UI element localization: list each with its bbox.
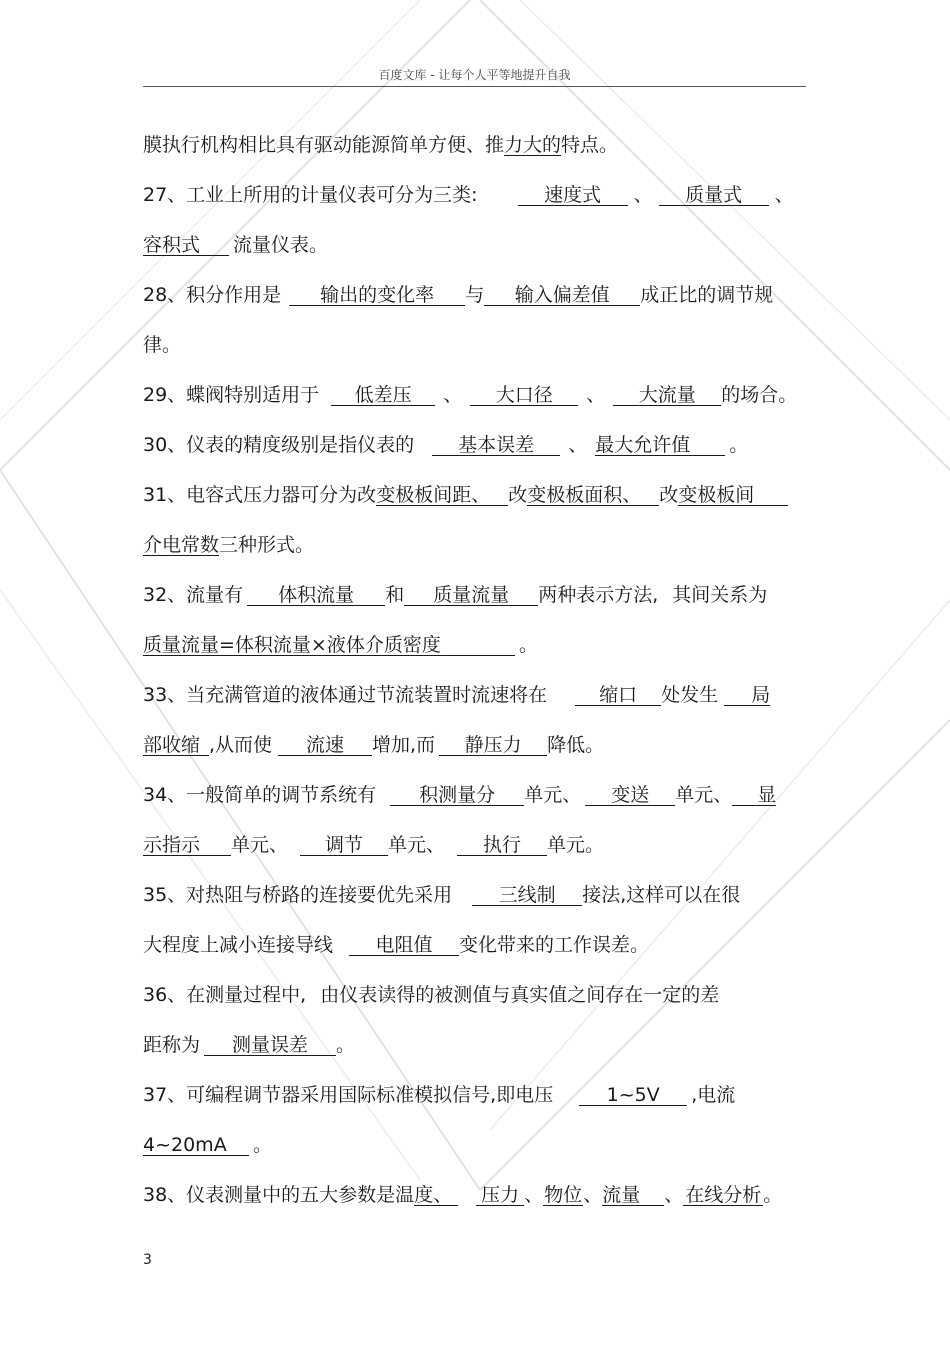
blank-answer: 静压力 (439, 736, 547, 756)
text-line: 示指示 单元、 调节 单元、 执行 单元。 (143, 834, 605, 856)
blank-answer: 变送 (585, 786, 675, 806)
question-29: 29、蝶阀特别适用于 低差压 、 大口径 、 大流量 的场合。 (143, 384, 798, 406)
blank-answer: 局 (724, 686, 770, 706)
blank-answer: 执行 (457, 836, 547, 856)
blank-answer: 显 (732, 786, 776, 806)
question-37: 37、可编程调节器采用国际标准模拟信号,即电压 1~5V ,电流 (143, 1084, 736, 1106)
blank-answer: 缩口 (575, 686, 661, 706)
blank-answer: 力大的 (504, 134, 562, 156)
blank-answer: 低差压 (331, 386, 435, 406)
question-33: 33、当充满管道的液体通过节流装置时流速将在 缩口 处发生 局 (143, 684, 771, 706)
text-line: 介电常数三种形式。 (143, 534, 315, 556)
blank-answer: 速度式 (518, 186, 628, 206)
blank-answer: 在线分析 (685, 1184, 762, 1206)
blank-answer: 基本误差 (432, 436, 560, 456)
blank-answer: 电阻值 (349, 936, 459, 956)
text-line: 质量流量=体积流量×液体介质密度 。 (143, 634, 539, 656)
blank-answer: 压力 (476, 1186, 524, 1206)
blank-answer: 积测量分 (390, 786, 524, 806)
text-line: 距称为 测量误差 。 (143, 1034, 356, 1056)
question-35: 35、对热阻与桥路的连接要优先采用 三线制 接法,这样可以在很 (143, 884, 741, 906)
blank-answer: 4~20mA (143, 1136, 249, 1156)
blank-answer: 最大允许值 (595, 436, 725, 456)
question-30: 30、仪表的精度级别是指仪表的 基本误差 、 最大允许值 。 (143, 434, 749, 456)
blank-answer: 流速 (278, 736, 372, 756)
blank-answer: 大口径 (470, 386, 578, 406)
text-line: 大程度上减小连接导线 电阻值 变化带来的工作误差。 (143, 934, 650, 956)
text-line: 律。 (143, 334, 182, 356)
question-34: 34、一般简单的调节系统有 积测量分 单元、 变送 单元、 显 (143, 784, 777, 806)
text-line: 容积式 流量仪表。 (143, 234, 329, 256)
text-line: 4~20mA 。 (143, 1134, 273, 1156)
blank-answer: 容积式 (143, 236, 229, 256)
text-line: 膜执行机构相比具有驱动能源简单方便、推力大的特点。 (143, 134, 619, 156)
blank-answer: 变极板间 (678, 486, 788, 506)
question-31: 31、电容式压力器可分为改变极板间距、 改变极板面积、 改变极板间 (143, 470, 806, 520)
page-header: 百度文库 - 让每个人平等地提升自我 (378, 68, 571, 82)
blank-answer: 物位 (544, 1184, 583, 1206)
blank-answer: 体积流量 (247, 586, 385, 606)
blank-answer: 大流量 (613, 386, 721, 406)
question-28: 28、积分作用是 输出的变化率 与 输入偏差值 成正比的调节规 (143, 284, 774, 306)
header-divider (143, 86, 806, 87)
blank-answer: 质量流量=体积流量×液体介质密度 (143, 636, 515, 656)
question-27: 27、工业上所用的计量仪表可分为三类: 速度式 、 质量式 、 (143, 184, 794, 206)
blank-answer: 三线制 (472, 886, 582, 906)
question-32: 32、流量有 体积流量 和 质量流量 两种表示方法, 其间关系为 (143, 584, 768, 606)
page-number: 3 (143, 1252, 152, 1268)
blank-answer: 质量流量 (404, 586, 538, 606)
blank-answer: 示指示 (143, 836, 231, 856)
blank-answer: 变极板面积、 (527, 486, 659, 506)
blank-answer: 输出的变化率 (289, 286, 465, 306)
blank-answer: 变极板间距、 (376, 486, 508, 506)
blank-answer: 度、 (414, 1186, 458, 1206)
blank-answer: 测量误差 (204, 1036, 336, 1056)
blank-answer: 部收缩 (143, 736, 209, 756)
document-body (143, 120, 806, 1220)
blank-answer: 输入偏差值 (484, 286, 640, 306)
blank-answer: 介电常数 (143, 534, 220, 556)
blank-answer: 流量 (602, 1186, 664, 1206)
question-38: 38、仪表测量中的五大参数是温度、 压力 、物位、流量 、 在线分析 。 (143, 1184, 783, 1206)
blank-answer: 调节 (300, 836, 388, 856)
text-line: 部收缩 ,从而使 流速 增加,而 静压力 降低。 (143, 734, 605, 756)
blank-answer: 1~5V (579, 1086, 687, 1106)
blank-answer: 质量式 (659, 186, 769, 206)
question-36: 36、在测量过程中, 由仪表读得的被测值与真实值之间存在一定的差 (143, 984, 720, 1006)
